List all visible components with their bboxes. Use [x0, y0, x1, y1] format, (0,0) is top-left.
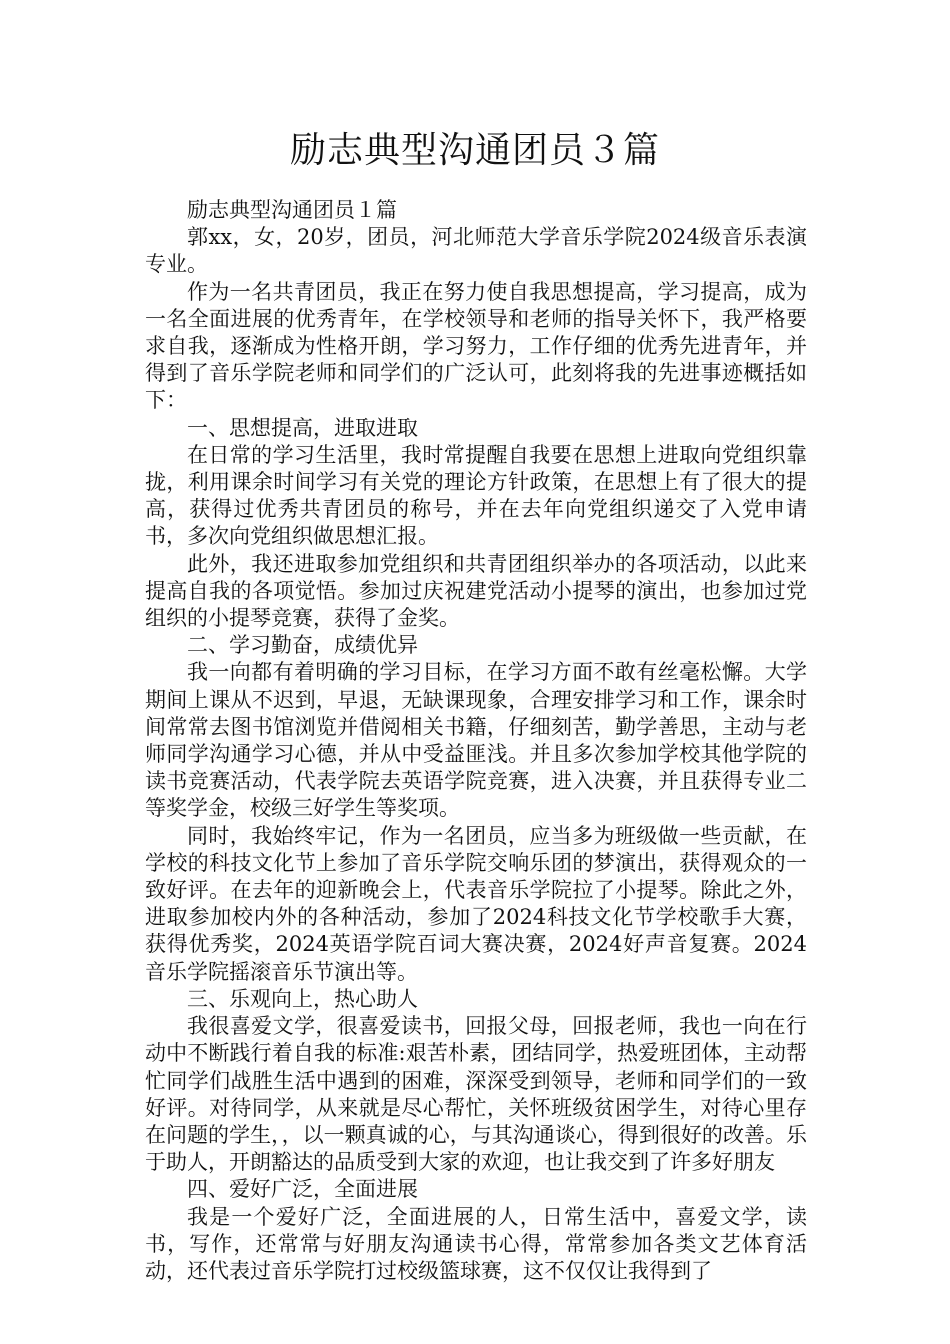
- body-paragraph: 我一向都有着明确的学习目标，在学习方面不敢有丝毫松懈。大学期间上课从不迟到，早退，无缺课现象，合理安排学习和工作，课余时间常常去图书馆浏览并借阅相关书籍，仔细刻苦，勤学善思，主动与老师同学沟通学习心德，并从中受益匪浅。并且多次参加学校其他学院的读书竞赛活动，代表学院去英语学院竞赛，进入决赛，并且获得专业二等奖学金，校级三好学生等奖项。: [145, 660, 807, 821]
- document-body: [145, 197, 807, 1285]
- body-paragraph: 我是一个爱好广泛，全面进展的人，日常生活中，喜爱文学，读书，写作，还常常与好朋友沟通读书心得，常常参加各类文艺体育活动，还代表过音乐学院打过校级篮球赛，这不仅仅让我得到了: [145, 1204, 807, 1283]
- section-heading: 三、乐观向上，热心助人: [187, 986, 418, 1011]
- section-heading: 四、爱好广泛，全面进展: [187, 1177, 418, 1202]
- intro-paragraph: 作为一名共青团员，我正在努力使自我思想提高，学习提高，成为一名全面进展的优秀青年，在学校领导和老师的指导关怀下，我严格要求自我，逐渐成为性格开朗，学习努力，工作仔细的优秀先进青年，并得到了音乐学院老师和同学们的广泛认可，此刻将我的先进事迹概括如下：: [145, 279, 807, 413]
- profile-paragraph: 郭xx，女，20岁，团员，河北师范大学音乐学院2024级音乐表演专业。: [145, 225, 807, 277]
- document-title: 励志典型沟通团员３篇: [289, 130, 660, 171]
- section-heading: 二、学习勤奋，成绩优异: [187, 633, 418, 658]
- body-paragraph: 在日常的学习生活里，我时常提醒自我要在思想上进取向党组织靠拢，利用课余时间学习有关党的理论方针政策，在思想上有了很大的提高，获得过优秀共青团员的称号，并在去年向党组织递交了入党申请书，多次向党组织做思想汇报。: [145, 442, 807, 549]
- section-heading: 一、思想提高，进取进取: [187, 415, 418, 440]
- subtitle-paragraph: 励志典型沟通团员１篇: [187, 198, 397, 222]
- body-paragraph: 此外，我还进取参加党组织和共青团组织举办的各项活动，以此来提高自我的各项觉悟。参加过庆祝建党活动小提琴的演出，也参加过党组织的小提琴竞赛，获得了金奖。: [145, 551, 807, 631]
- body-paragraph: 同时，我始终牢记，作为一名团员，应当多为班级做一些贡献，在学校的科技文化节上参加了音乐学院交响乐团的梦演出，获得观众的一致好评。在去年的迎新晚会上，代表音乐学院拉了小提琴。除此之外，进取参加校内外的各种活动，参加了2024科技文化节学校歌手大赛，获得优秀奖，2024英语学院百词大赛决赛，2024好声音复赛。2024音乐学院摇滚音乐节演出等。: [145, 823, 807, 984]
- body-paragraph: 我很喜爱文学，很喜爱读书，回报父母，回报老师，我也一向在行动中不断践行着自我的标准:艰苦朴素，团结同学，热爱班团体，主动帮忙同学们战胜生活中遇到的困难，深深受到领导，老师和同学们的一致好评。对待同学，从来就是尽心帮忙，关怀班级贫困学生，对待心里存在问题的学生，，以一颗真诚的心，与其沟通谈心，得到很好的改善。乐于助人，开朗豁达的品质受到大家的欢迎，也让我交到了许多好朋友: [145, 1014, 807, 1175]
